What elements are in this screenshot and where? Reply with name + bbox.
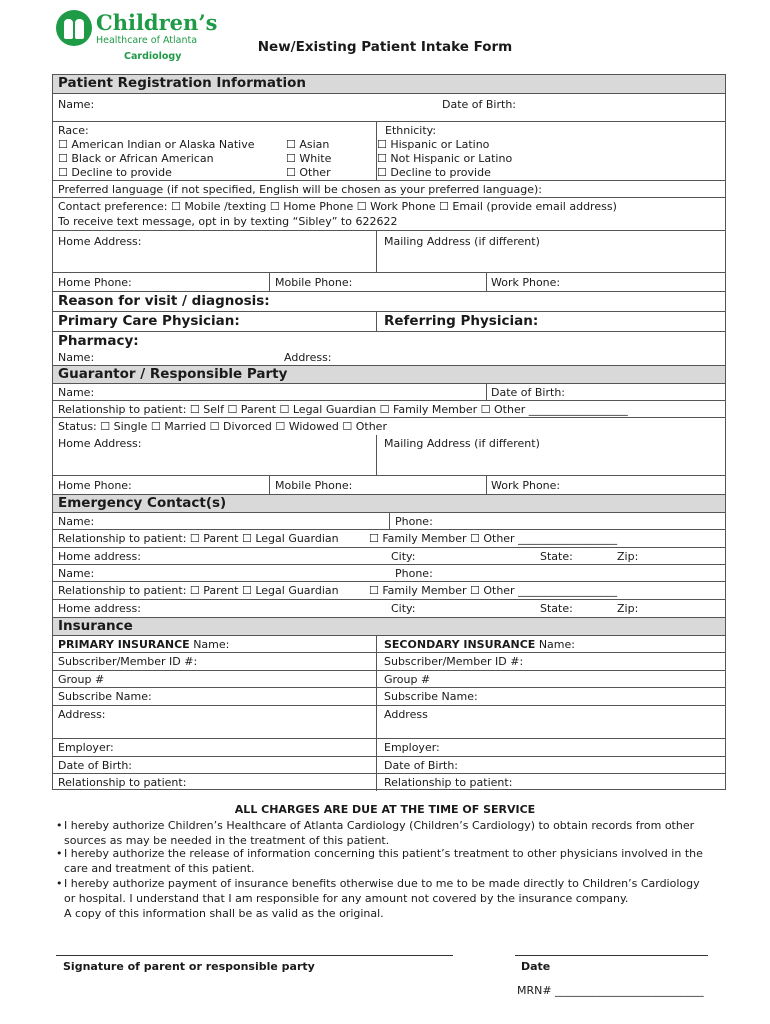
secondary-member-id-field[interactable]: Subscriber/Member ID #: [384, 655, 524, 668]
bullet-icon: • [56, 819, 63, 832]
secondary-dob-field[interactable]: Date of Birth: [384, 759, 459, 772]
contact-preference-row [53, 197, 725, 230]
name-suffix: Name: [538, 638, 575, 651]
secondary-insurance-name-field[interactable] [384, 638, 575, 651]
preferred-language-field[interactable]: Preferred language (if not specified, English will be chosen as your preferred language): [58, 183, 542, 196]
patient-name-row [53, 93, 725, 121]
home-phone-field[interactable]: Home Phone: [58, 276, 132, 289]
secondary-employer-field[interactable]: Employer: [384, 741, 440, 754]
logo-subtitle: Healthcare of Atlanta [96, 35, 198, 46]
reason-for-visit-row [53, 291, 725, 311]
phone-row [53, 272, 725, 291]
emergency-2-address-row [53, 599, 725, 617]
primary-member-id-field[interactable]: Subscriber/Member ID #: [58, 655, 198, 668]
primary-relationship-field[interactable]: Relationship to patient: [58, 776, 187, 789]
home-address-field[interactable]: Home Address: [58, 235, 142, 248]
secondary-group-field[interactable]: Group # [384, 673, 431, 686]
insurance-group-row [53, 670, 725, 687]
authorization-release [56, 846, 706, 876]
guarantor-status-options[interactable]: Status: ☐ Single ☐ Married ☐ Divorced ☐ Widowed ☐ Other [58, 420, 387, 433]
emergency-2-city-field[interactable]: City: [391, 602, 416, 615]
guarantor-phone-row [53, 475, 725, 494]
secondary-subscriber-name-field[interactable]: Subscribe Name: [384, 690, 478, 703]
race-label: Race: [58, 124, 89, 137]
emergency-1-address-row [53, 547, 725, 564]
emergency-1-phone-field[interactable]: Phone: [395, 515, 433, 528]
guarantor-relationship-row [53, 400, 725, 417]
guarantor-mailing-address-field[interactable]: Mailing Address (if different) [384, 437, 540, 450]
emergency-2-relationship-row [53, 581, 725, 599]
section-title: Guarantor / Responsible Party [58, 366, 288, 382]
authorization-line: I hereby authorize payment of insurance benefits otherwise due to me to be made directly to Children’s Cardiology [64, 877, 700, 890]
logo-name: Children’s [96, 10, 218, 35]
authorization-line: I hereby authorize the release of information concerning this patient’s treatment to other physicians involved in the [64, 847, 703, 860]
race-option[interactable]: ☐ Asian [286, 138, 330, 151]
guarantor-name-field[interactable]: Name: [58, 386, 95, 399]
emergency-1-relationship-row [53, 529, 725, 547]
pharmacy-name-field[interactable]: Name: [58, 351, 95, 364]
guarantor-mobile-phone-field[interactable]: Mobile Phone: [275, 479, 353, 492]
emergency-2-name-field[interactable]: Name: [58, 567, 95, 580]
emergency-2-relationship-options-more[interactable]: ☐ Family Member ☐ Other __________________ [369, 584, 618, 597]
pharmacy-label: Pharmacy: [58, 333, 139, 349]
guarantor-status-address-row [53, 417, 725, 475]
date-label: Date [521, 960, 551, 973]
patient-dob-field[interactable]: Date of Birth: [442, 98, 517, 111]
guarantor-name-row [53, 383, 725, 400]
mobile-phone-field[interactable]: Mobile Phone: [275, 276, 353, 289]
signature-label: Signature of parent or responsible party [63, 960, 315, 973]
ethnicity-option[interactable]: ☐ Hispanic or Latino [377, 138, 490, 151]
bullet-icon: • [56, 877, 63, 890]
race-option[interactable]: ☐ Black or African American [58, 152, 214, 165]
emergency-1-relationship-options-more[interactable]: ☐ Family Member ☐ Other __________________ [369, 532, 618, 545]
emergency-2-phone-field[interactable]: Phone: [395, 567, 433, 580]
primary-group-field[interactable]: Group # [58, 673, 105, 686]
reason-for-visit-field[interactable]: Reason for visit / diagnosis: [58, 293, 270, 309]
primary-insurance-label: PRIMARY INSURANCE [58, 638, 190, 651]
mailing-address-field[interactable]: Mailing Address (if different) [384, 235, 540, 248]
ethnicity-option[interactable]: ☐ Not Hispanic or Latino [377, 152, 513, 165]
race-option[interactable]: ☐ Other [286, 166, 331, 179]
authorization-line: or hospital. I understand that I am responsible for any amount not covered by the insurance company. [64, 892, 629, 905]
emergency-1-state-field[interactable]: State: [540, 550, 573, 563]
insurance-dob-row [53, 756, 725, 773]
section-title: Patient Registration Information [58, 75, 306, 91]
emergency-1-relationship-options[interactable]: Relationship to patient: ☐ Parent ☐ Legal Guardian [58, 532, 339, 545]
primary-insurance-name-field[interactable] [58, 638, 229, 651]
mrn-field[interactable]: MRN# ___________________________ [517, 984, 704, 997]
primary-care-physician-field[interactable]: Primary Care Physician: [58, 313, 240, 329]
section-header-registration [53, 75, 725, 93]
guarantor-dob-field[interactable]: Date of Birth: [491, 386, 566, 399]
page-title: New/Existing Patient Intake Form [257, 39, 513, 55]
primary-dob-field[interactable]: Date of Birth: [58, 759, 133, 772]
texting-note: To receive text message, opt in by texting “Sibley” to 622622 [58, 215, 398, 228]
ethnicity-label: Ethnicity: [385, 124, 437, 137]
authorization-line: sources as may be needed in the treatment of this patient. [64, 834, 390, 847]
bullet-icon: • [56, 847, 63, 860]
address-row [53, 230, 725, 272]
name-suffix: Name: [193, 638, 230, 651]
insurance-address-row [53, 705, 725, 738]
emergency-2-relationship-options[interactable]: Relationship to patient: ☐ Parent ☐ Legal Guardian [58, 584, 339, 597]
charges-notice: ALL CHARGES ARE DUE AT THE TIME OF SERVICE [234, 803, 536, 816]
signature-line[interactable] [56, 955, 453, 956]
patient-name-field[interactable]: Name: [58, 98, 95, 111]
logo-department: Cardiology [124, 51, 182, 62]
insurance-subscriber-row [53, 687, 725, 705]
guarantor-home-phone-field[interactable]: Home Phone: [58, 479, 132, 492]
emergency-1-zip-field[interactable]: Zip: [617, 550, 639, 563]
emergency-2-name-row [53, 564, 725, 581]
emergency-1-name-field[interactable]: Name: [58, 515, 95, 528]
secondary-insurance-label: SECONDARY INSURANCE [384, 638, 536, 651]
date-line[interactable] [515, 955, 708, 956]
referring-physician-field[interactable]: Referring Physician: [384, 313, 539, 329]
race-option[interactable]: ☐ Decline to provide [58, 166, 172, 179]
pharmacy-row [53, 331, 725, 365]
primary-employer-field[interactable]: Employer: [58, 741, 114, 754]
insurance-relationship-row [53, 773, 725, 791]
authorization-records [56, 818, 706, 848]
emergency-1-city-field[interactable]: City: [391, 550, 416, 563]
authorization-line: A copy of this information shall be as valid as the original. [64, 907, 384, 920]
secondary-address-field[interactable]: Address [384, 708, 428, 721]
guarantor-home-address-field[interactable]: Home Address: [58, 437, 142, 450]
physician-row [53, 311, 725, 331]
guarantor-work-phone-field[interactable]: Work Phone: [491, 479, 561, 492]
insurance-member-id-row [53, 652, 725, 670]
emergency-1-home-address-field[interactable]: Home address: [58, 550, 141, 563]
section-header-insurance [53, 617, 725, 635]
section-title: Insurance [58, 618, 133, 634]
ethnicity-option[interactable]: ☐ Decline to provide [377, 166, 491, 179]
section-header-guarantor [53, 365, 725, 383]
guarantor-relationship-options[interactable]: Relationship to patient: ☐ Self ☐ Parent ☐ Legal Guardian ☐ Family Member ☐ Other __________________ [58, 403, 628, 416]
emergency-2-zip-field[interactable]: Zip: [617, 602, 639, 615]
secondary-relationship-field[interactable]: Relationship to patient: [384, 776, 513, 789]
race-option[interactable]: ☐ White [286, 152, 332, 165]
insurance-employer-row [53, 738, 725, 756]
contact-preference-options[interactable]: Contact preference: ☐ Mobile /texting ☐ Home Phone ☐ Work Phone ☐ Email (provide email address) [58, 200, 617, 213]
race-ethnicity-row [53, 121, 725, 180]
insurance-name-row [53, 635, 725, 652]
pharmacy-address-field[interactable]: Address: [284, 351, 332, 364]
authorization-line: care and treatment of this patient. [64, 862, 255, 875]
intake-form [52, 74, 726, 790]
authorization-payment [56, 876, 706, 921]
emergency-2-state-field[interactable]: State: [540, 602, 573, 615]
race-option[interactable]: ☐ American Indian or Alaska Native [58, 138, 255, 151]
language-row [53, 180, 725, 197]
primary-subscriber-name-field[interactable]: Subscribe Name: [58, 690, 152, 703]
primary-address-field[interactable]: Address: [58, 708, 106, 721]
emergency-1-name-row [53, 512, 725, 529]
section-header-emergency [53, 494, 725, 512]
authorization-line: I hereby authorize Children’s Healthcare of Atlanta Cardiology (Children’s Cardiology) to obtain records from other [64, 819, 695, 832]
emergency-2-home-address-field[interactable]: Home address: [58, 602, 141, 615]
section-title: Emergency Contact(s) [58, 495, 227, 511]
work-phone-field[interactable]: Work Phone: [491, 276, 561, 289]
